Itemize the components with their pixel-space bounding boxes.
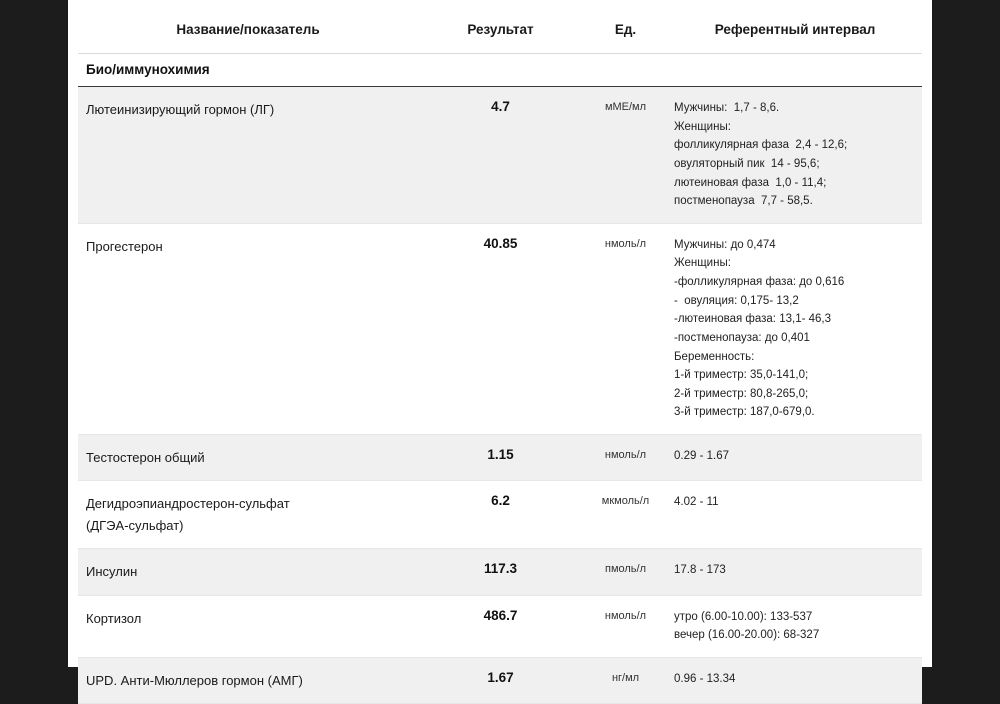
reference-line: овуляторный пик 14 - 95,6; [674, 157, 820, 170]
cell-test-name [78, 223, 418, 434]
cell-result-value: 1.67 [418, 658, 583, 704]
section-header-cell [78, 54, 922, 87]
table-header [78, 22, 922, 54]
reference-line: Женщины: [674, 120, 731, 133]
cell-unit: нмоль/л [583, 435, 668, 481]
test-name-line: Инсулин [86, 564, 138, 580]
cell-result-value: 4.7 [418, 87, 583, 224]
reference-line: 3-й триместр: 187,0-679,0. [674, 406, 815, 419]
table-row [78, 658, 922, 704]
reference-line: 0.96 - 13.34 [674, 673, 736, 685]
table-rows-body [78, 87, 922, 704]
column-header-result: Результат [467, 22, 534, 37]
cell-result-value: 117.3 [418, 549, 583, 595]
test-name-line: Лютеинизирующий гормон (ЛГ) [86, 102, 275, 117]
reference-line: - овуляция: 0,175- 13,2 [674, 294, 799, 307]
reference-line: 0.29 - 1.67 [674, 450, 729, 462]
section-header-row [78, 54, 922, 87]
cell-test-name [78, 549, 418, 595]
reference-line: Беременность: [674, 350, 755, 363]
cell-reference-interval [668, 87, 922, 224]
cell-reference-interval [668, 595, 922, 657]
cell-test-name [78, 87, 418, 224]
test-name-line: Кортизол [86, 610, 142, 626]
cell-test-name [78, 595, 418, 657]
cell-result-value: 486.7 [418, 595, 583, 657]
table-row [78, 87, 922, 224]
column-header-unit: Ед. [614, 22, 637, 37]
cell-result-value: 40.85 [418, 223, 583, 434]
reference-line: лютеиновая фаза 1,0 - 11,4; [674, 176, 827, 189]
test-name-line: Дегидроэпиандростерон-сульфат [86, 496, 290, 512]
table-row [78, 549, 922, 595]
table-row [78, 481, 922, 549]
cell-test-name [78, 481, 418, 549]
column-header-reference: Референтный интервал [714, 22, 876, 37]
table-row [78, 595, 922, 657]
reference-line: -фолликулярная фаза: до 0,616 [674, 276, 845, 288]
table-row [78, 223, 922, 434]
table-row [78, 435, 922, 481]
reference-line: Мужчины: до 0,474 [674, 238, 776, 251]
document-page [68, 0, 932, 688]
table-header-row [78, 22, 922, 54]
reference-line: 1-й триместр: 35,0-141,0; [674, 369, 809, 382]
cell-reference-interval [668, 549, 922, 595]
column-header-name: Название/показатель [176, 22, 320, 37]
test-name-line: UPD. Анти-Мюллеров гормон (АМГ) [86, 673, 303, 688]
cell-unit: пмоль/л [583, 549, 668, 595]
cell-unit: нмоль/л [583, 223, 668, 434]
reference-line: вечер (16.00-20.00): 68-327 [674, 629, 820, 642]
reference-line: 2-й триместр: 80,8-265,0; [674, 387, 809, 400]
reference-line: 17.8 - 173 [674, 564, 726, 577]
cell-reference-interval [668, 481, 922, 549]
reference-line: утро (6.00-10.00): 133-537 [674, 610, 813, 623]
cell-reference-interval [668, 223, 922, 434]
cell-unit: мМЕ/мл [583, 87, 668, 224]
reference-line: -лютеиновая фаза: 13,1- 46,3 [674, 313, 831, 326]
cell-unit: нг/мл [583, 658, 668, 704]
cell-unit: мкмоль/л [583, 481, 668, 549]
reference-line: фолликулярная фаза 2,4 - 12,6; [674, 139, 848, 152]
cell-reference-interval [668, 658, 922, 704]
table-body [78, 54, 922, 87]
cell-test-name [78, 658, 418, 704]
reference-line: постменопауза 7,7 - 58,5. [674, 195, 813, 208]
cell-result-value: 6.2 [418, 481, 583, 549]
cell-reference-interval [668, 435, 922, 481]
test-name-line: Прогестерон [86, 238, 163, 254]
section-title: Био/иммунохимия [86, 62, 210, 77]
reference-line: 4.02 - 11 [674, 496, 719, 509]
reference-line: Женщины: [674, 257, 731, 270]
reference-line: -постменопауза: до 0,401 [674, 331, 810, 344]
reference-line: Мужчины: 1,7 - 8,6. [674, 102, 780, 114]
document-content [68, 22, 932, 704]
cell-test-name [78, 435, 418, 481]
cell-unit: нмоль/л [583, 595, 668, 657]
lab-results-table [78, 22, 922, 704]
test-name-line: (ДГЭА-сульфат) [86, 517, 184, 533]
cell-result-value: 1.15 [418, 435, 583, 481]
test-name-line: Тестостерон общий [86, 450, 205, 465]
